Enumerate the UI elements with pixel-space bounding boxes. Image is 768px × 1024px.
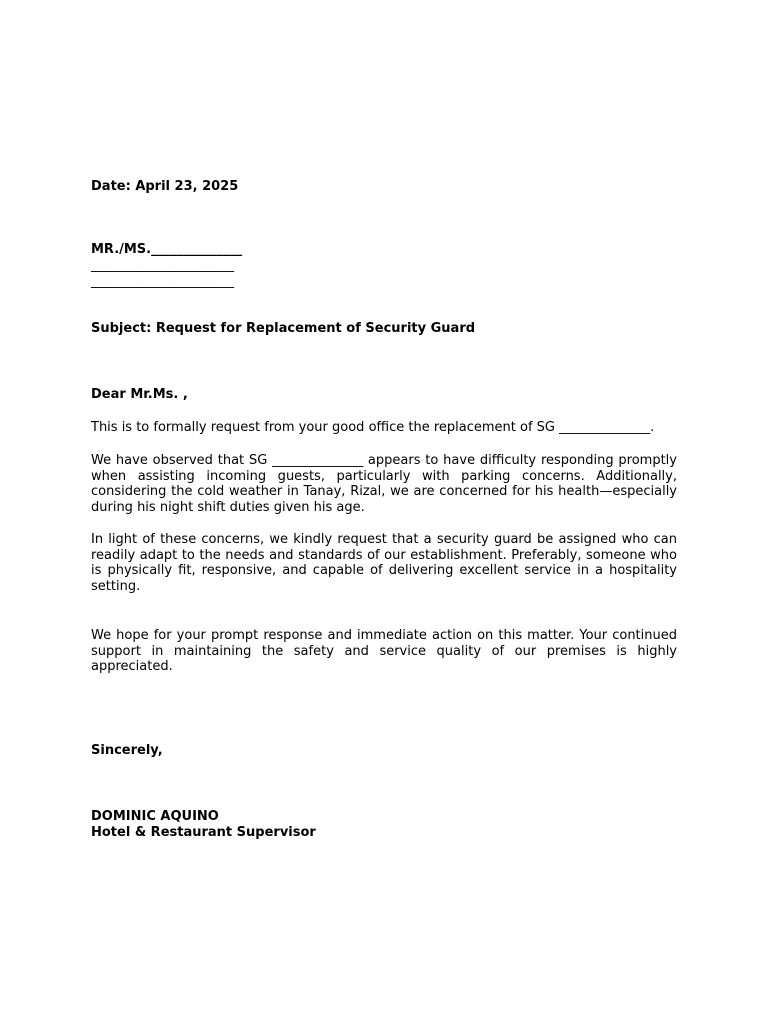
signatory-title: Hotel & Restaurant Supervisor	[91, 825, 316, 840]
body-paragraph-4: We hope for your prompt response and immediate action on this matter. Your continued support in maintaining the safety and service quality of our premises is highly appreciated.	[91, 628, 677, 674]
body-paragraph-3: In light of these concerns, we kindly request that a security guard be assigned who can readily adapt to the needs and standards of our establishment. Preferably, someone who is physically fit, responsive, and capable of delivering excellent service in a hospitality setting.	[91, 532, 677, 594]
letter-closing: Sincerely,	[91, 743, 163, 758]
letter-subject: Subject: Request for Replacement of Security Guard	[91, 321, 476, 336]
letter-date: Date: April 23, 2025	[91, 179, 239, 194]
recipient-address-line-1: ______________________	[91, 258, 234, 273]
recipient-address-line-2: ______________________	[91, 274, 234, 289]
body-paragraph-2: We have observed that SG ______________ appears to have difficulty responding promptly when assisting incoming guests, particularly with parking concerns. Additionally, considering the cold weather in Tanay, Rizal, we are concerned for his health—especially during his night shift duties given his age.	[91, 453, 677, 515]
recipient-name-line: MR./MS.______________	[91, 242, 243, 257]
body-paragraph-1: This is to formally request from your good office the replacement of SG ______________.	[91, 420, 655, 435]
letter-salutation: Dear Mr.Ms. ,	[91, 387, 188, 402]
signatory-name: DOMINIC AQUINO	[91, 809, 219, 824]
